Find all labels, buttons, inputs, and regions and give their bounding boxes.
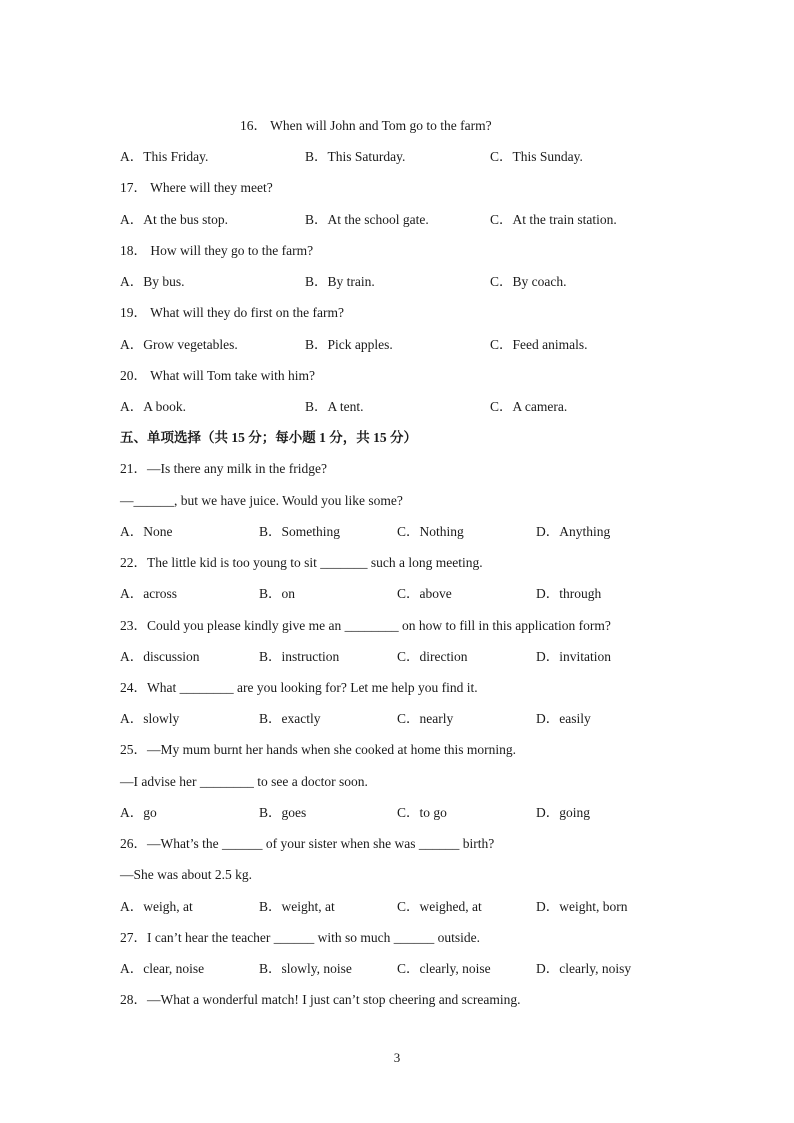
option-b: B．Something xyxy=(259,524,341,539)
option-d: D．clearly, noisy xyxy=(536,961,632,976)
option-c: C．nearly xyxy=(397,711,454,726)
option-b: B．This Saturday. xyxy=(305,149,406,164)
option-c: C．Nothing xyxy=(397,524,464,539)
option-b: B．Pick apples. xyxy=(305,337,393,352)
question-stem: 28．—What a wonderful match! I just can’t stop cheering and screaming. xyxy=(120,992,521,1007)
option-c: C．above xyxy=(397,586,452,601)
question-stem: 20． What will Tom take with him? xyxy=(120,368,316,383)
option-d: D．through xyxy=(536,586,602,601)
option-c: C．direction xyxy=(397,649,468,664)
option-a: A．This Friday. xyxy=(120,149,209,164)
question-stem: 23．Could you please kindly give me an ________ on how to fill in this application form? xyxy=(120,618,611,633)
option-c: C．By coach. xyxy=(490,274,567,289)
option-b: B．on xyxy=(259,586,296,601)
option-a: A．weigh, at xyxy=(120,899,193,914)
question-stem: 19． What will they do first on the farm? xyxy=(120,305,344,320)
question-response: —I advise her ________ to see a doctor soon. xyxy=(120,774,368,789)
question-response: —She was about 2.5 kg. xyxy=(120,867,252,882)
option-c: C．clearly, noise xyxy=(397,961,491,976)
option-b: B．instruction xyxy=(259,649,340,664)
option-c: C．Feed animals. xyxy=(490,337,588,352)
question-stem: 17． Where will they meet? xyxy=(120,180,273,195)
question-stem: 26．—What’s the ______ of your sister when she was ______ birth? xyxy=(120,836,495,851)
option-a: A．across xyxy=(120,586,177,601)
option-a: A．At the bus stop. xyxy=(120,212,228,227)
option-c: C．weighed, at xyxy=(397,899,482,914)
option-a: A．None xyxy=(120,524,173,539)
question-stem: 22．The little kid is too young to sit _______ such a long meeting. xyxy=(120,555,483,570)
option-b: B．goes xyxy=(259,805,307,820)
option-a: A．Grow vegetables. xyxy=(120,337,238,352)
question-stem: 25．—My mum burnt her hands when she cooked at home this morning. xyxy=(120,742,516,757)
option-c: C．At the train station. xyxy=(490,212,617,227)
question-stem: 27．I can’t hear the teacher ______ with so much ______ outside. xyxy=(120,930,481,945)
question-response: —______, but we have juice. Would you like some? xyxy=(120,493,403,508)
option-b: B．slowly, noise xyxy=(259,961,352,976)
option-b: B．weight, at xyxy=(259,899,335,914)
option-d: D．easily xyxy=(536,711,591,726)
option-a: A．discussion xyxy=(120,649,200,664)
option-b: B．exactly xyxy=(259,711,321,726)
option-a: A．go xyxy=(120,805,157,820)
option-c: C．to go xyxy=(397,805,447,820)
question-stem: 18． How will they go to the farm? xyxy=(120,243,314,258)
option-d: D．Anything xyxy=(536,524,611,539)
option-a: A．slowly xyxy=(120,711,180,726)
option-c: C．A camera. xyxy=(490,399,568,414)
question-stem: 24．What ________ are you looking for? Let me help you find it. xyxy=(120,680,478,695)
option-a: A．By bus. xyxy=(120,274,185,289)
option-d: D．going xyxy=(536,805,590,820)
option-a: A．clear, noise xyxy=(120,961,205,976)
section-heading: 五、单项选择（共 15 分；每小题 1 分，共 15 分） xyxy=(120,430,417,445)
option-b: B．A tent. xyxy=(305,399,364,414)
option-c: C．This Sunday. xyxy=(490,149,583,164)
option-b: B．By train. xyxy=(305,274,375,289)
question-stem: 21．—Is there any milk in the fridge? xyxy=(120,461,327,476)
question-stem: 16． When will John and Tom go to the farm? xyxy=(240,118,492,133)
option-a: A．A book. xyxy=(120,399,187,414)
option-d: D．weight, born xyxy=(536,899,628,914)
option-b: B．At the school gate. xyxy=(305,212,429,227)
option-d: D．invitation xyxy=(536,649,611,664)
page-number: 3 xyxy=(393,1050,401,1065)
